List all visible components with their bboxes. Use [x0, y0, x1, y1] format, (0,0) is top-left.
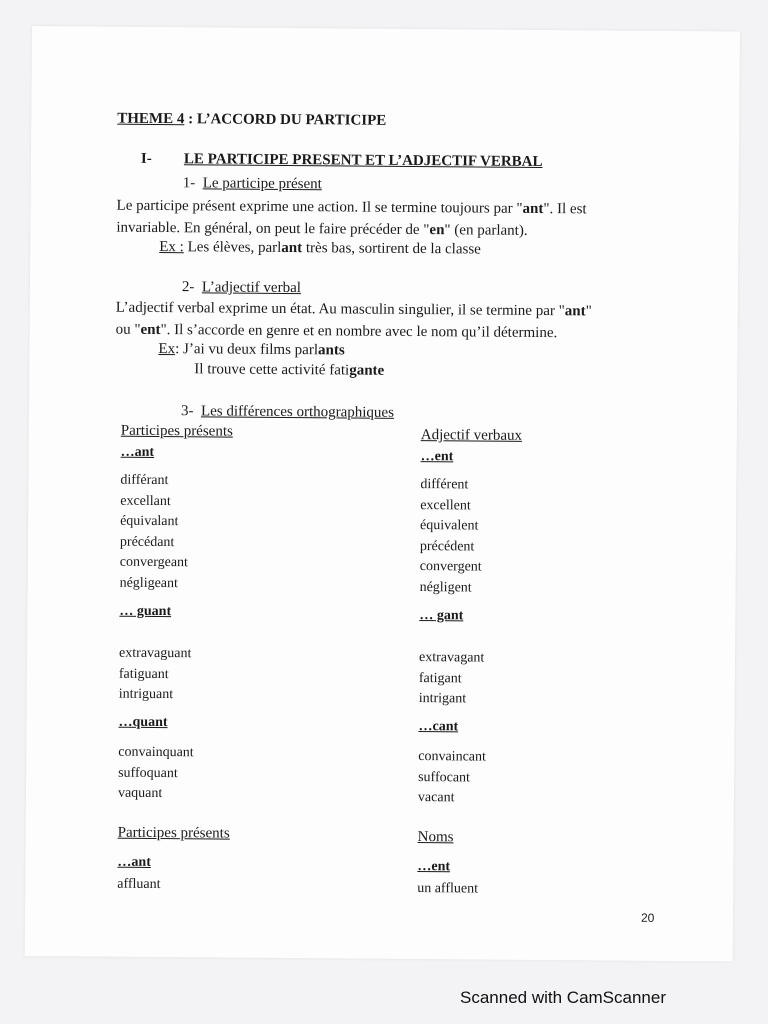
group-2-left-suffix: … guant: [119, 603, 172, 620]
nouns-right-header: Noms: [417, 829, 454, 846]
example-label: Ex :: [159, 239, 184, 256]
list-item: suffocant: [418, 769, 471, 786]
group-1-right-suffix: …ent: [420, 449, 454, 465]
list-item: extravagant: [418, 650, 485, 666]
subsection-2-example-2: [194, 361, 384, 379]
left-column-header: Participes présents: [120, 422, 233, 440]
group-2-left-list: [119, 644, 192, 706]
list-item: extravaguant: [119, 645, 192, 662]
subsection-2-example-1: [158, 341, 344, 359]
list-item: convaincant: [418, 749, 486, 765]
text-run: invariable. En général, on peut le faire précéder de ": [116, 219, 430, 239]
group-2-right-suffix: … gant: [419, 608, 464, 624]
list-item: négligent: [419, 580, 472, 596]
list-item: convergeant: [119, 555, 189, 571]
group-1-left-list: [120, 471, 189, 595]
group-1-right-list: [420, 475, 483, 599]
scanner-watermark: Scanned with CamScanner: [460, 988, 667, 1007]
list-item: différant: [120, 472, 169, 489]
list-item: convainquant: [118, 744, 194, 761]
list-item: vaquant: [117, 785, 163, 802]
bold-run: en: [429, 222, 445, 239]
list-item: négligeant: [119, 575, 178, 592]
list-item: fatiguant: [118, 666, 169, 682]
text-run: Il trouve cette activité fati: [194, 361, 350, 379]
text-run: très bas, sortirent de la classe: [302, 240, 481, 258]
subsection-1-paragraph: [116, 195, 586, 243]
list-item: convergent: [419, 559, 482, 575]
list-item: vacant: [417, 790, 455, 806]
subsection-3-number: 3-: [180, 403, 194, 420]
theme-title: [117, 111, 386, 130]
subsection-3-title: Les différences orthographiques: [200, 403, 395, 421]
bold-run: ants: [317, 342, 345, 359]
nouns-left-suffix: …ant: [117, 854, 151, 870]
text-run: : J’ai vu deux films parl: [175, 341, 319, 359]
example-label: Ex: [158, 341, 176, 358]
list-item: un affluent: [417, 881, 479, 897]
text-run: ". Il est: [543, 201, 587, 218]
bold-run: gante: [349, 362, 385, 379]
bold-run: ent: [140, 321, 161, 339]
section-title: LE PARTICIPE PRESENT ET L’ADJECTIF VERBAL: [183, 151, 543, 171]
bold-run: ant: [564, 303, 586, 320]
text-run: Le participe présent exprime une action. Il se termine toujours par ": [116, 197, 523, 217]
list-item: équivalant: [120, 513, 179, 530]
nouns-right-suffix: …ent: [417, 859, 451, 875]
right-column-header: Adjectif verbaux: [420, 427, 523, 444]
subsection-1-example: [159, 239, 481, 259]
list-item: intrigant: [418, 691, 467, 707]
text-run: ou ": [115, 321, 141, 338]
bold-run: ant: [522, 200, 544, 218]
subsection-2-paragraph: [116, 297, 592, 345]
nouns-right-list: [417, 879, 478, 900]
subsection-2-number: 2-: [181, 279, 195, 296]
list-item: fatigant: [418, 670, 462, 686]
document-page: [25, 26, 740, 962]
text-run: ". Il s’accorde en genre et en nombre avec le nom qu’il détermine.: [160, 322, 558, 342]
subsection-3-heading: [181, 403, 394, 422]
group-3-left-suffix: …quant: [118, 714, 168, 731]
group-1-left-suffix: …ant: [120, 444, 155, 460]
subsection-2-title: L’adjectif verbal: [201, 279, 301, 297]
subsection-2-heading: [182, 279, 301, 297]
list-item: suffoquant: [118, 765, 178, 781]
text-run: ": [585, 303, 592, 320]
list-item: intriguant: [118, 686, 174, 703]
text-run: " (en parlant).: [444, 222, 528, 239]
theme-label: THEME 4: [117, 110, 185, 128]
theme-rest: : L’ACCORD DU PARTICIPE: [184, 111, 387, 129]
subsection-1-number: 1-: [182, 175, 196, 192]
group-2-right-list: [419, 648, 485, 710]
group-3-left-list: [118, 743, 194, 805]
page-number: 20: [640, 910, 655, 925]
group-3-right-suffix: …cant: [418, 719, 459, 735]
list-item: excellant: [120, 493, 171, 509]
subsection-1-title: Le participe présent: [202, 175, 322, 193]
list-item: excellent: [420, 497, 471, 514]
nouns-left-list: [117, 875, 160, 896]
text-run: L’adjectif verbal exprime un état. Au masculin singulier, il se termine par ": [115, 299, 565, 320]
list-item: précédent: [419, 538, 475, 555]
bold-run: ant: [281, 239, 303, 257]
section-numeral: I-: [140, 150, 152, 167]
group-3-right-list: [418, 747, 486, 809]
nouns-left-header: Participes présents: [117, 824, 230, 842]
text-run: Les élèves, parl: [183, 239, 282, 256]
list-item: équivalent: [420, 518, 479, 534]
subsection-1-heading: [183, 175, 322, 193]
list-item: différent: [420, 477, 469, 493]
list-item: précédant: [119, 534, 175, 550]
list-item: affluant: [117, 876, 161, 893]
